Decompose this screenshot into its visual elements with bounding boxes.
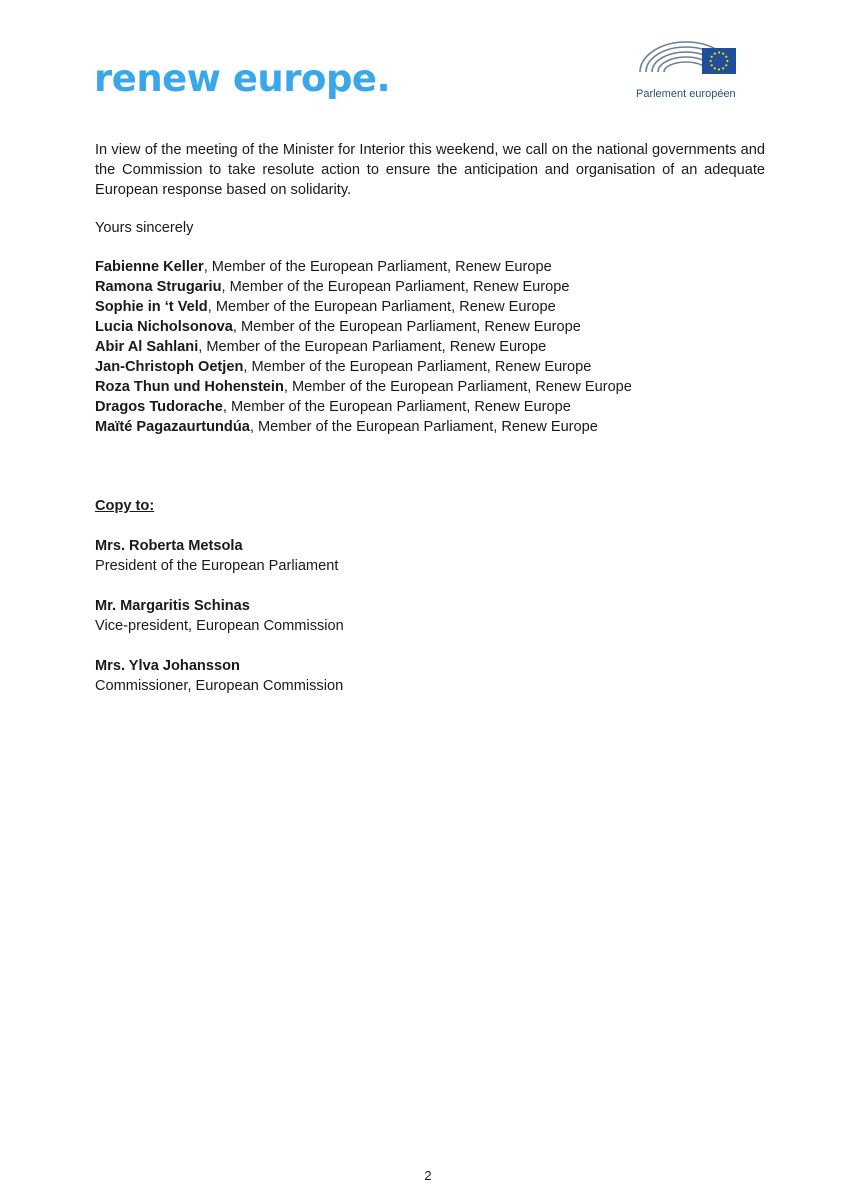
- signatory: [95, 257, 765, 277]
- parliament-hemicycle-icon: [634, 28, 738, 88]
- signatory-name: Fabienne Keller: [95, 259, 204, 275]
- signatory: [95, 297, 765, 317]
- signatory-role: , Member of the European Parliament, Renew Europe: [221, 279, 570, 295]
- renew-europe-logo: renew europe.: [94, 57, 391, 100]
- signatory-name: Jan-Christoph Oetjen: [95, 359, 244, 375]
- signatory-role: , Member of the European Parliament, Renew Europe: [249, 419, 598, 435]
- cc-recipient: [95, 656, 343, 696]
- signatory-name: Ramona Strugariu: [95, 279, 222, 295]
- cc-recipient: [95, 536, 338, 576]
- copy-to-heading: Copy to:: [95, 498, 155, 514]
- signatory: [95, 357, 765, 377]
- ep-caption: Parlement européen: [636, 88, 736, 100]
- cc-recipient-name: Mrs. Ylva Johansson: [95, 658, 240, 674]
- cc-recipient-title: Vice-president, European Commission: [95, 618, 344, 634]
- signatory: [95, 397, 765, 417]
- signatory-name: Dragos Tudorache: [95, 399, 223, 415]
- letter-closing: Yours sincerely: [95, 220, 194, 236]
- signatory-role: , Member of the European Parliament, Renew Europe: [198, 339, 547, 355]
- page-number: 2: [424, 1168, 432, 1183]
- signatory-name: Maïté Pagazaurtundúa: [95, 419, 250, 435]
- signatory-role: , Member of the European Parliament, Renew Europe: [207, 299, 556, 315]
- signatory-name: Abir Al Sahlani: [95, 339, 199, 355]
- signatory-role: , Member of the European Parliament, Renew Europe: [232, 319, 581, 335]
- cc-recipient-title: President of the European Parliament: [95, 558, 339, 574]
- signatory-name: Roza Thun und Hohenstein: [95, 379, 284, 395]
- signatory: [95, 317, 765, 337]
- signatory: [95, 417, 765, 437]
- signatory-name: Sophie in ‘t Veld: [95, 299, 208, 315]
- letter-paragraph: In view of the meeting of the Minister for Interior this weekend, we call on the national governments and the Commission to take resolute action to ensure the anticipation and organisation of an adequate European response based on solidarity.: [95, 142, 765, 198]
- signatory: [95, 337, 765, 357]
- signatory-role: , Member of the European Parliament, Renew Europe: [203, 259, 552, 275]
- cc-recipient-name: Mr. Margaritis Schinas: [95, 598, 250, 614]
- signatory-name: Lucia Nicholsonova: [95, 319, 233, 335]
- signatory-role: , Member of the European Parliament, Renew Europe: [283, 379, 632, 395]
- signatory-role: , Member of the European Parliament, Renew Europe: [243, 359, 592, 375]
- signatory: [95, 377, 765, 397]
- cc-recipient-title: Commissioner, European Commission: [95, 678, 344, 694]
- signatory-list: [95, 257, 765, 437]
- cc-recipient: [95, 596, 344, 636]
- signatory-role: , Member of the European Parliament, Renew Europe: [222, 399, 571, 415]
- cc-recipient-name: Mrs. Roberta Metsola: [95, 538, 243, 554]
- signatory: [95, 277, 765, 297]
